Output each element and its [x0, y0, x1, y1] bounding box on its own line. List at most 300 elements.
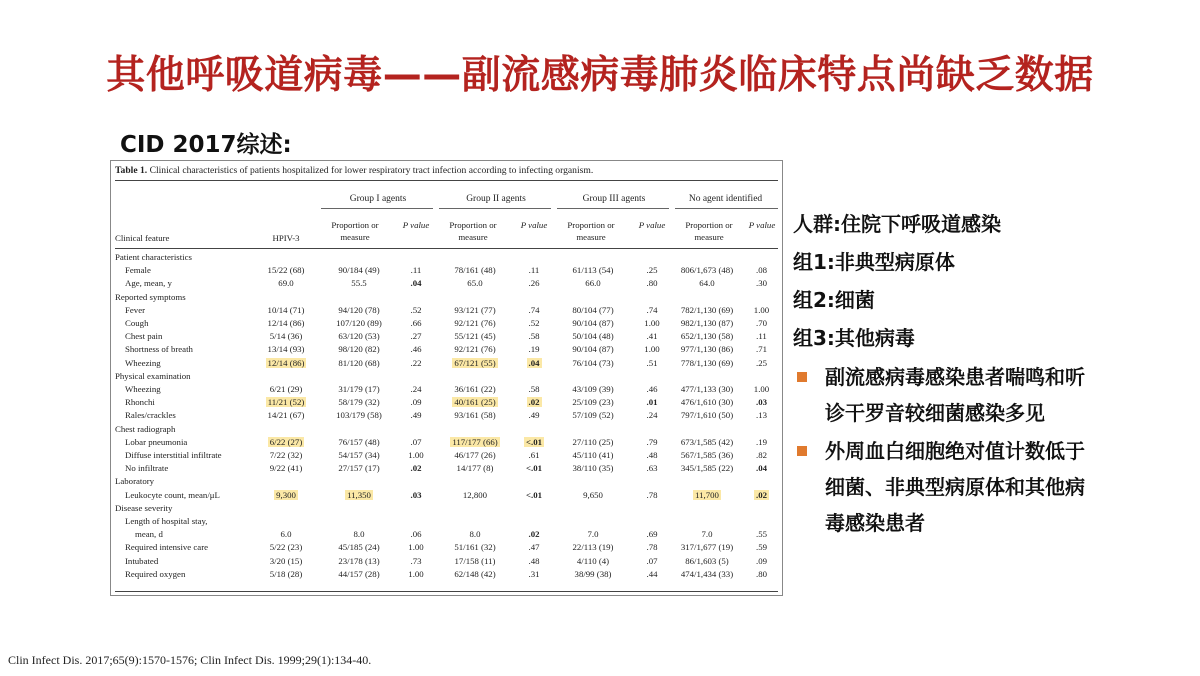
table-cell [517, 304, 551, 317]
cell-value: .59 [756, 542, 767, 553]
col-header-prop-3: Proportion or measure [567, 220, 615, 242]
table-cell [433, 304, 517, 317]
group-header-4: No agent identified [688, 194, 763, 204]
cell-value: 40/161 (25) [454, 397, 496, 408]
cell-value: .30 [756, 278, 767, 289]
table-row [115, 251, 778, 264]
cell-value: .51 [646, 357, 658, 368]
table-cell [253, 343, 319, 356]
table-cell [551, 277, 635, 290]
table-cell [745, 304, 778, 317]
table-cell [635, 436, 669, 449]
table-cell [433, 343, 517, 356]
table-cell [517, 515, 551, 528]
table-cell [319, 396, 399, 409]
cell-value: 8.0 [353, 529, 365, 540]
table-cell [253, 251, 319, 264]
cell-value: .22 [410, 357, 422, 368]
cell-value: 1.00 [753, 384, 770, 395]
cell-value: 11,700 [695, 489, 719, 500]
cell-value: 317/1,677 (19) [680, 542, 734, 553]
table-row [115, 409, 778, 422]
table-cell [399, 462, 433, 475]
table-cell [669, 555, 745, 568]
table-row [115, 502, 778, 515]
cell-value: .07 [410, 436, 422, 447]
table-cell [433, 330, 517, 343]
cell-value: 61/113 (54) [572, 265, 614, 276]
row-label: Laboratory [115, 476, 155, 487]
cell-value: .78 [646, 542, 658, 553]
table-cell [399, 423, 433, 436]
row-label: Length of hospital stay, [125, 516, 208, 527]
table-cell [669, 541, 745, 554]
table-row [115, 541, 778, 554]
table-cell [253, 383, 319, 396]
table-cell [399, 396, 433, 409]
table-cell [745, 515, 778, 528]
row-label: Female [125, 265, 151, 276]
cell-value: 13/14 (93) [267, 344, 305, 355]
col-header-p-3: P value [638, 220, 666, 230]
cell-value: .44 [646, 568, 658, 579]
cell-value: .11 [756, 331, 767, 342]
cell-value: .11 [410, 265, 422, 276]
table-cell [745, 489, 778, 502]
table-cell [253, 528, 319, 541]
table-cell [669, 515, 745, 528]
table-cell [253, 304, 319, 317]
table-cell [399, 330, 433, 343]
table-caption-text: Clinical characteristics of patients hospitalized for lower respiratory tract infection according to infecting organism. [149, 165, 594, 176]
row-label: Reported symptoms [115, 291, 186, 302]
cell-value: .47 [528, 542, 540, 553]
table-cell [399, 304, 433, 317]
table-cell [399, 449, 433, 462]
table-cell [399, 383, 433, 396]
table-cell [319, 423, 399, 436]
table-cell [433, 251, 517, 264]
table-cell [319, 251, 399, 264]
table-cell [253, 423, 319, 436]
cell-value: 477/1,133 (30) [680, 384, 734, 395]
table-cell [745, 264, 778, 277]
table-cell [635, 396, 669, 409]
table-row [115, 555, 778, 568]
table-cell [517, 502, 551, 515]
cell-value: 45/185 (24) [338, 542, 380, 553]
cell-value: 38/110 (35) [572, 463, 614, 474]
cell-value: .78 [646, 489, 658, 500]
cell-value: 567/1,585 (36) [680, 450, 734, 461]
group-header-3: Group III agents [582, 194, 646, 204]
cell-value: 782/1,130 (69) [680, 304, 734, 315]
table-cell [319, 475, 399, 488]
table-cell [433, 528, 517, 541]
table-cell [517, 409, 551, 422]
table-cell [399, 277, 433, 290]
cell-value: .48 [528, 555, 540, 566]
table-cell [635, 317, 669, 330]
cell-value: .55 [756, 529, 767, 540]
cell-value: .02 [528, 397, 540, 408]
table-cell [399, 528, 433, 541]
table-row [115, 383, 778, 396]
table-cell [635, 489, 669, 502]
table-cell [433, 396, 517, 409]
table-cell [669, 423, 745, 436]
table-cell [551, 515, 635, 528]
cell-value: 80/104 (77) [572, 304, 614, 315]
table-cell [517, 264, 551, 277]
table-caption [115, 165, 593, 176]
table-cell [745, 449, 778, 462]
table-cell [669, 568, 745, 581]
cell-value: .02 [528, 529, 540, 540]
cell-value: .82 [756, 450, 767, 461]
table-cell [635, 528, 669, 541]
cell-value: 9,300 [276, 489, 296, 500]
table-caption-prefix: Table 1. [115, 165, 148, 176]
cell-value: 66.0 [585, 278, 601, 289]
bullet-square-icon [797, 446, 807, 456]
table-cell [517, 436, 551, 449]
table-cell [669, 489, 745, 502]
cell-value: 4/110 (4) [576, 555, 610, 566]
table-cell [745, 409, 778, 422]
table-row [115, 304, 778, 317]
cell-value: 9/22 (41) [269, 463, 303, 474]
cell-value: 92/121 (76) [454, 344, 496, 355]
cell-value: 474/1,434 (33) [680, 568, 734, 579]
cell-value: 5/18 (28) [269, 568, 303, 579]
cell-value: .09 [756, 555, 767, 566]
cell-value: .03 [756, 397, 767, 408]
cell-value: 94/120 (78) [338, 304, 380, 315]
cell-value: 8.0 [469, 529, 481, 540]
row-label: Fever [125, 304, 146, 315]
table-cell [253, 502, 319, 515]
cell-value: .63 [646, 463, 658, 474]
table-cell [253, 357, 319, 370]
table-cell [517, 475, 551, 488]
table-cell [253, 462, 319, 475]
table-cell [319, 502, 399, 515]
table-cell [253, 489, 319, 502]
cell-value: 12/14 (86) [267, 357, 305, 368]
table-cell [669, 251, 745, 264]
table-cell [669, 291, 745, 304]
cell-value: 11/21 (52) [267, 397, 305, 408]
cell-value: .08 [756, 265, 767, 276]
table-cell [517, 396, 551, 409]
cell-value: 107/120 (89) [336, 318, 382, 329]
table-row [115, 423, 778, 436]
table-cell [433, 555, 517, 568]
summary-population: 人群:住院下呼吸道感染 [793, 212, 1001, 236]
row-label: Intubated [125, 555, 159, 566]
table-cell [253, 277, 319, 290]
table-cell [551, 423, 635, 436]
table-cell [635, 370, 669, 383]
table-cell [745, 423, 778, 436]
table-cell [253, 555, 319, 568]
bullet-leukocyte-line3: 毒感染患者 [825, 511, 925, 535]
col-header-prop-4: Proportion or measure [685, 220, 733, 242]
group-underline-1 [321, 208, 433, 209]
table-cell [319, 357, 399, 370]
cell-value: 43/109 (39) [572, 384, 614, 395]
table-cell [399, 251, 433, 264]
table-cell [669, 449, 745, 462]
table-cell [635, 423, 669, 436]
cell-value: .27 [410, 331, 422, 342]
table-cell [399, 515, 433, 528]
table-cell [433, 264, 517, 277]
cell-value: 6.0 [280, 529, 292, 540]
table-cell [551, 343, 635, 356]
table-cell [669, 277, 745, 290]
table-cell [253, 317, 319, 330]
table-cell [551, 264, 635, 277]
cell-value: 86/1,603 (5) [685, 555, 729, 566]
table-cell [551, 357, 635, 370]
table-cell [433, 489, 517, 502]
table-cell [433, 357, 517, 370]
table-cell [635, 541, 669, 554]
table-cell [253, 436, 319, 449]
cell-value: 63/120 (53) [338, 331, 380, 342]
row-label: Lobar pneumonia [125, 436, 188, 447]
cell-value: 12,800 [462, 489, 488, 500]
cell-value: 81/120 (68) [338, 357, 380, 368]
table-cell [551, 528, 635, 541]
cell-value: 98/120 (82) [338, 344, 380, 355]
col-header-p-4: P value [748, 220, 776, 230]
table-cell [669, 436, 745, 449]
cell-value: .24 [646, 410, 658, 421]
cell-value: 1.00 [408, 542, 424, 553]
table-cell [635, 475, 669, 488]
cell-value: .49 [410, 410, 422, 421]
table-cell [399, 317, 433, 330]
cell-value: .46 [646, 384, 658, 395]
cell-value: 54/157 (34) [338, 450, 380, 461]
table-cell [635, 383, 669, 396]
cell-value: .04 [528, 357, 540, 368]
cell-value: 90/104 (87) [572, 318, 614, 329]
table-cell [669, 528, 745, 541]
table-cell [399, 264, 433, 277]
cell-value: 1.00 [753, 304, 770, 315]
table-cell [319, 370, 399, 383]
cell-value: 1.00 [408, 450, 424, 461]
table-cell [745, 251, 778, 264]
cell-value: 11,350 [347, 489, 371, 500]
table-cell [745, 436, 778, 449]
table-cell [399, 541, 433, 554]
table-row [115, 277, 778, 290]
cell-value: .69 [646, 529, 658, 540]
table-cell [517, 555, 551, 568]
cell-value: 9,650 [583, 489, 603, 500]
row-label: Chest radiograph [115, 423, 176, 434]
cell-value: .79 [646, 436, 658, 447]
cell-value: .49 [528, 410, 540, 421]
table-cell [433, 370, 517, 383]
cell-value: .03 [410, 489, 422, 500]
table-cell [745, 475, 778, 488]
table-top-rule [115, 180, 778, 181]
cell-value: 1.00 [644, 344, 660, 355]
group-underline-2 [439, 208, 551, 209]
table-cell [433, 449, 517, 462]
table-cell [669, 475, 745, 488]
row-label: Disease severity [115, 502, 173, 513]
table-cell [551, 568, 635, 581]
table-cell [551, 251, 635, 264]
table-row [115, 528, 778, 541]
table-cell [669, 383, 745, 396]
table-cell [745, 383, 778, 396]
table-cell [517, 449, 551, 462]
table-header-rule [115, 248, 778, 249]
table-cell [745, 541, 778, 554]
table-cell [635, 409, 669, 422]
cell-value: .01 [646, 397, 658, 408]
cell-value: .02 [756, 489, 767, 500]
row-label: Required intensive care [125, 542, 209, 553]
col-header-p-2: P value [520, 220, 548, 230]
cell-value: .66 [410, 318, 422, 329]
table-cell [635, 343, 669, 356]
cell-value: 55.5 [351, 278, 367, 289]
cell-value: 5/14 (36) [269, 331, 303, 342]
group-header-1: Group I agents [349, 194, 407, 204]
cell-value: .25 [756, 357, 767, 368]
cell-value: .24 [410, 384, 422, 395]
table-cell [551, 396, 635, 409]
table-row [115, 475, 778, 488]
table-cell [669, 502, 745, 515]
table-cell [433, 515, 517, 528]
bullet-wheezing-line2: 诊干罗音较细菌感染多见 [825, 401, 1045, 425]
cell-value: 23/178 (13) [338, 555, 380, 566]
table-cell [745, 317, 778, 330]
table-row [115, 396, 778, 409]
cell-value: .61 [528, 450, 540, 461]
cell-value: 51/161 (32) [454, 542, 496, 553]
table-cell [319, 317, 399, 330]
table-cell [551, 489, 635, 502]
cell-value: 1.00 [408, 568, 424, 579]
table-cell [635, 568, 669, 581]
table-row [115, 449, 778, 462]
cell-value: 103/179 (58) [336, 410, 382, 421]
cell-value: 345/1,585 (22) [680, 463, 734, 474]
table-cell [253, 475, 319, 488]
table-cell [551, 502, 635, 515]
table-cell [319, 449, 399, 462]
group-underline-3 [557, 208, 669, 209]
table-cell [669, 370, 745, 383]
table-cell [253, 330, 319, 343]
table-cell [635, 291, 669, 304]
row-label: Shortness of breath [125, 344, 193, 355]
row-label: Rales/crackles [125, 410, 176, 421]
table-cell [319, 568, 399, 581]
cell-value: .07 [646, 555, 658, 566]
cell-value: .48 [646, 450, 658, 461]
table-row [115, 330, 778, 343]
table-cell [745, 370, 778, 383]
table-cell [253, 541, 319, 554]
table-cell [399, 555, 433, 568]
table-cell [253, 264, 319, 277]
summary-group3: 组3:其他病毒 [793, 326, 915, 350]
table-cell [669, 317, 745, 330]
table-cell [551, 291, 635, 304]
bullet-leukocyte-line2: 细菌、非典型病原体和其他病 [825, 475, 1085, 499]
cell-value: 27/110 (25) [572, 436, 614, 447]
table-cell [551, 409, 635, 422]
summary-group2: 组2:细菌 [793, 288, 875, 312]
table-cell [551, 436, 635, 449]
table-cell [635, 357, 669, 370]
cell-value: 69.0 [278, 278, 294, 289]
cell-value: 64.0 [699, 278, 715, 289]
col-header-prop-1: Proportion or measure [331, 220, 379, 242]
table-cell [669, 396, 745, 409]
cell-value: 45/110 (41) [572, 450, 614, 461]
cell-value: .58 [528, 331, 540, 342]
table-cell [433, 541, 517, 554]
cell-value: 117/177 (66) [452, 436, 498, 447]
cell-value: .41 [646, 331, 658, 342]
row-label: Chest pain [125, 331, 163, 342]
table-cell [745, 357, 778, 370]
row-label: Rhonchi [125, 397, 155, 408]
table-cell [635, 462, 669, 475]
table-cell [745, 462, 778, 475]
table-row [115, 370, 778, 383]
cell-value: .58 [528, 384, 540, 395]
table-cell [551, 555, 635, 568]
table-cell [517, 370, 551, 383]
cell-value: 25/109 (23) [572, 397, 614, 408]
table-cell [551, 383, 635, 396]
table-cell [551, 370, 635, 383]
slide-subtitle: CID 2017综述: [120, 132, 292, 158]
row-label: Age, mean, y [125, 278, 172, 289]
table-cell [635, 555, 669, 568]
table-cell [253, 409, 319, 422]
cell-value: 3/20 (15) [269, 555, 303, 566]
row-label: Patient characteristics [115, 252, 192, 262]
table-cell [399, 409, 433, 422]
table-cell [635, 304, 669, 317]
table-cell [745, 277, 778, 290]
cell-value: 90/104 (87) [572, 344, 614, 355]
table-cell [253, 291, 319, 304]
cell-value: 797/1,610 (50) [680, 410, 734, 421]
cell-value: 36/161 (22) [454, 384, 496, 395]
cell-value: 50/104 (48) [572, 331, 614, 342]
row-label: mean, d [135, 529, 163, 540]
table-cell [517, 291, 551, 304]
cell-value: 476/1,610 (30) [680, 397, 734, 408]
table-cell [253, 396, 319, 409]
